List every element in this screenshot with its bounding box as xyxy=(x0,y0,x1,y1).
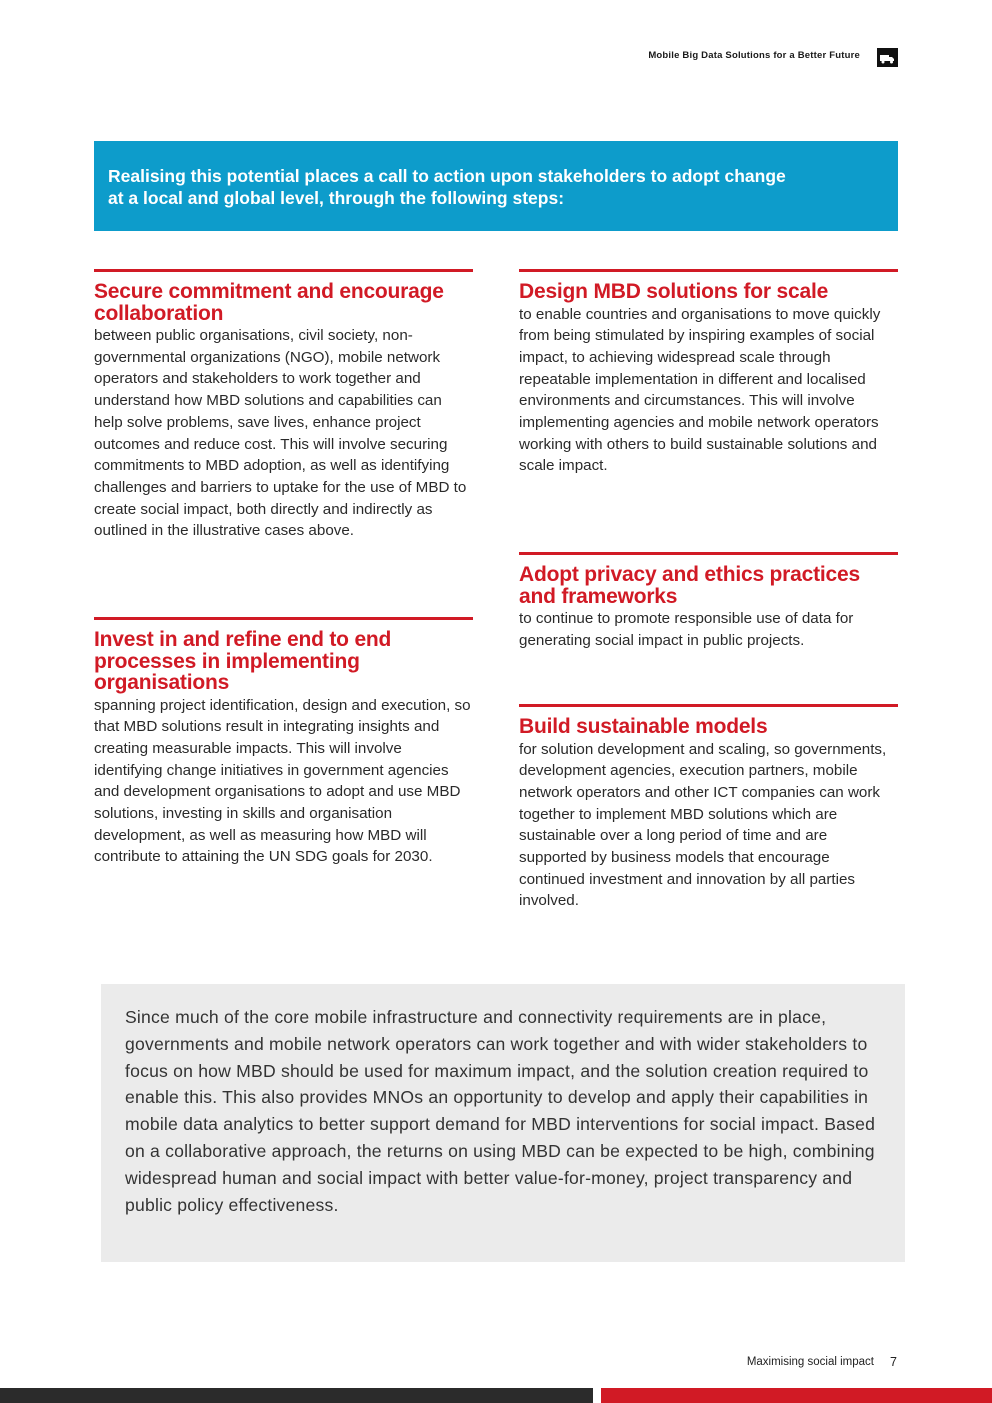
footer-bar-dark xyxy=(0,1388,593,1403)
step-body: to enable countries and organisations to move quickly from being stimulated by inspiring examples of social impact, to achieving widespread scale through repeatable implementation in different and localised environments and circumstances. This will involve implementing agencies and mobile network operators working with others to build sustainable solutions and scale impact. xyxy=(519,305,881,475)
step-heading: Adopt privacy and ethics practices and frameworks xyxy=(519,563,860,608)
running-header-title: Mobile Big Data Solutions for a Better Future xyxy=(648,50,860,61)
call-to-action-box xyxy=(94,141,898,231)
step-heading: Secure commitment and encourage collaboration xyxy=(94,280,444,325)
step-secure-commitment xyxy=(94,269,473,542)
step-sustainable-models xyxy=(519,704,898,912)
truck-icon xyxy=(877,48,898,67)
step-body: between public organisations, civil society, non-governmental organizations (NGO), mobile network operators and stakeholders to work together and understand how MBD solutions and capabilities can help solve problems, save lives, enhance project outcomes and reduce cost. This will involve securing commitments to MBD adoption, as well as identifying challenges and barriers to uptake for the use of MBD to create social impact, both directly and indirectly as outlined in the illustrative cases above. xyxy=(94,327,467,540)
footer-bar-red xyxy=(601,1388,992,1403)
step-body: to continue to promote responsible use of data for generating social impact in public projects. xyxy=(519,610,854,649)
step-body: for solution development and scaling, so governments, development agencies, execution partners, mobile network operators and other ICT companies can work together to implement MBD solutions which are sustainable over a long period of time and are supported by business models that encourage continued investment and innovation by all parties involved. xyxy=(519,740,887,910)
step-design-for-scale xyxy=(519,269,898,477)
step-heading: Invest in and refine end to end processes in implementing organisations xyxy=(94,628,392,694)
step-heading: Build sustainable models xyxy=(519,715,768,738)
step-body: spanning project identification, design and execution, so that MBD solutions result in integrating insights and creating measurable impacts. This will involve identifying change initiatives in government agencies and development organisations to adopt and use MBD solutions, investing in skills and organisation development, as well as measuring how MBD will contribute to attaining the UN SDG goals for 2030. xyxy=(94,696,471,866)
step-privacy-ethics xyxy=(519,552,898,651)
call-to-action-text: Realising this potential places a call to action upon stakeholders to adopt change at a local and global level, through the following steps: xyxy=(108,166,786,208)
footer-section-label: Maximising social impact xyxy=(746,1356,874,1368)
step-invest-processes xyxy=(94,617,473,868)
page-number: 7 xyxy=(890,1355,897,1369)
summary-text: Since much of the core mobile infrastructure and connectivity requirements are in place, governments and mobile network operators can work together and with wider stakeholders to focus on how MBD should be used for maximum impact, and the solution creation required to enable this. This also provides MNOs an opportunity to develop and apply their capabilities in mobile data analytics to better support demand for MBD interventions for social impact. Based on a collaborative approach, the returns on using MBD can be expected to be high, combining widespread human and social impact with better value-for-money, project transparency and public policy effectiveness. xyxy=(125,1007,876,1215)
summary-box xyxy=(101,984,905,1262)
step-heading: Design MBD solutions for scale xyxy=(519,280,829,303)
